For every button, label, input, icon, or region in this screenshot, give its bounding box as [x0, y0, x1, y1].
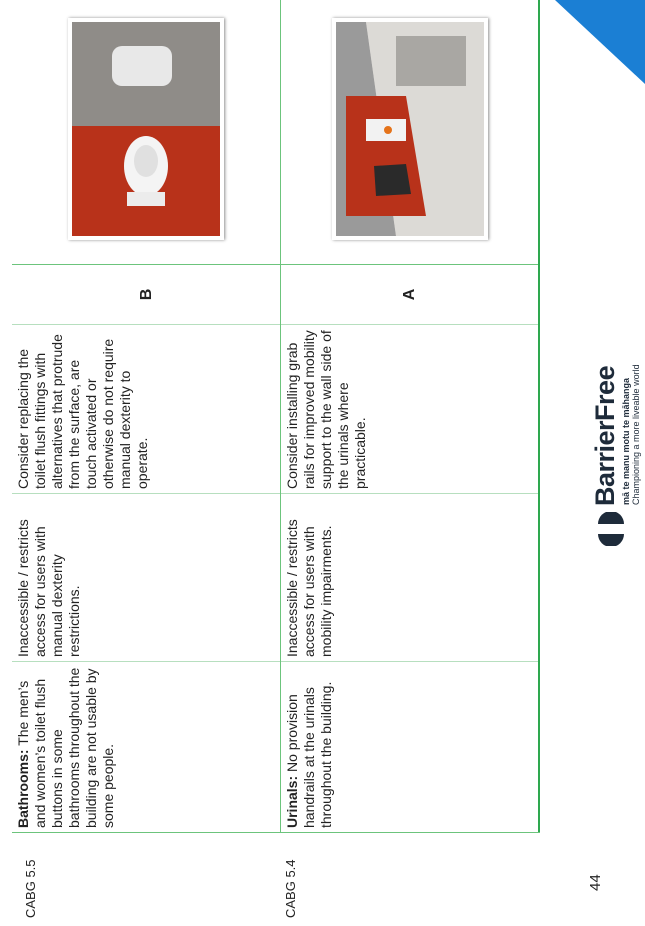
- issue-text: No provision handrails at the urinals throughout the building.: [284, 681, 334, 828]
- urinal-photo: [332, 19, 488, 241]
- ref-letter: B: [137, 288, 155, 301]
- issue-text: The men’s and women’s toilet flush buttons in some bathrooms throughout the building are not usable by some people.: [15, 667, 116, 828]
- logo-mark-icon: [596, 512, 626, 546]
- impact-cell: Inaccessible / restricts access for users with mobility impairments.: [281, 493, 538, 661]
- row-code: CABG 5.4: [283, 859, 298, 918]
- findings-table: [12, 0, 540, 833]
- impact-cell: Inaccessible / restricts access for users with manual dexterity restrictions.: [12, 493, 280, 661]
- table-row: [281, 0, 540, 832]
- issue-cell: [281, 661, 538, 832]
- issue-heading: Bathrooms:: [15, 749, 31, 828]
- row-code: CABG 5.5: [23, 859, 38, 918]
- logo-tagline-maori: mā te manu motu te māhanga: [621, 377, 631, 505]
- recommendation-cell: Consider replacing the toilet flush fittings with alternatives that protrude from the surface, are touch activated or otherwise do not require manual dexterity to operate.: [12, 324, 280, 493]
- page-number: 44: [587, 874, 604, 891]
- ref-cell: [12, 264, 280, 324]
- issue-heading: Urinals:: [284, 775, 300, 828]
- photo-cell: [281, 0, 538, 264]
- logo-wordmark: BarrierFree: [590, 365, 620, 506]
- issue-cell: [12, 661, 280, 832]
- table-row: [12, 0, 281, 832]
- recommendation-cell: Consider installing grab rails for improved mobility support to the wall side of the urinals where practicable.: [281, 324, 538, 493]
- barrierfree-logo: [588, 286, 640, 546]
- ref-cell: [281, 264, 538, 324]
- photo-cell: [12, 0, 280, 264]
- toilet-photo: [68, 19, 224, 241]
- ref-letter: A: [401, 288, 418, 301]
- logo-tagline: Championing a more liveable world: [631, 364, 641, 505]
